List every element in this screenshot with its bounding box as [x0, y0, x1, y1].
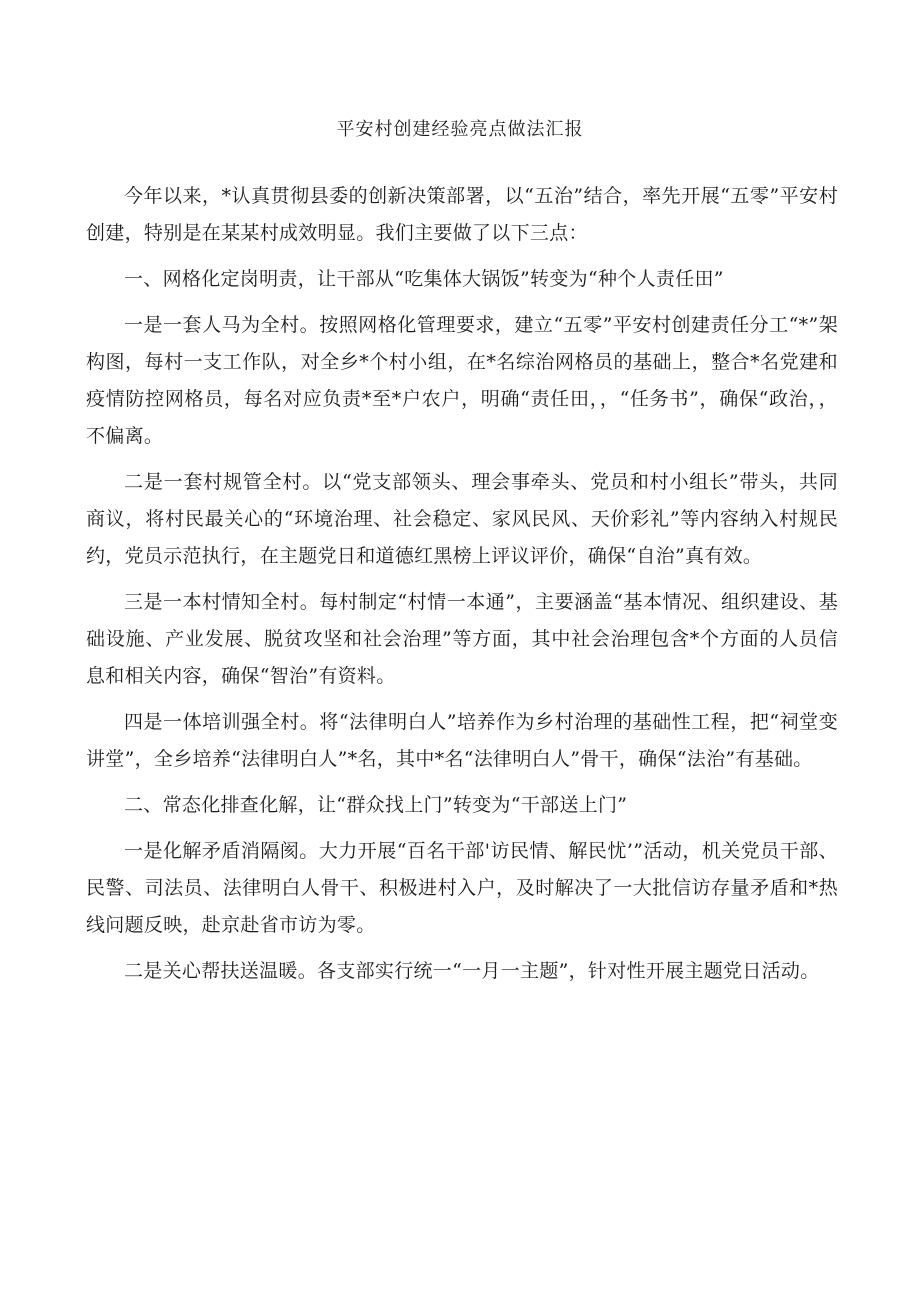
- body-paragraph: 二是一套村规管全村。以“党支部领头、理会事牵头、党员和村小组长”带头，共同商议，将村民最关心的“环境治理、社会稳定、家风民风、天价彩礼”等内容纳入村规民约，党员示范执行，在主题党日和道德红黑榜上评议评价，确保“自治”真有效。: [86, 471, 838, 567]
- body-paragraph: 二是关心帮扶送温暖。各支部实行统一“一月一主题”，针对性开展主题党日活动。: [124, 960, 820, 982]
- section-heading-2: 二、常态化排查化解，让“群众找上门”转变为“干部送上门”: [124, 794, 628, 816]
- document-body: [86, 178, 838, 999]
- body-paragraph: 一是化解矛盾消隔阂。大力开展“百名干部'访民情、解民忧’”活动，机关党员干部、民警、司法员、法律明白人骨干、积极进村入户，及时解决了一大批信访存量矛盾和*热线问题反映，赴京赴省市访为零。: [86, 840, 838, 936]
- body-paragraph: 四是一体培训强全村。将“法律明白人”培养作为乡村治理的基础性工程，把“祠堂变讲堂”，全乡培养“法律明白人”*名，其中*名“法律明白人”骨干，确保“法治”有基础。: [86, 711, 838, 770]
- section-heading-1: 一、网格化定岗明责，让干部从“吃集体大锅饭”转变为“种个人责任田”: [124, 268, 724, 290]
- intro-paragraph: 今年以来，*认真贯彻县委的创新决策部署，以“五治”结合，率先开展“五零”平安村创建，特别是在某某村成效明显。我们主要做了以下三点：: [86, 185, 838, 244]
- body-paragraph: 一是一套人马为全村。按照网格化管理要求，建立“五零”平安村创建责任分工“*”架构图，每村一支工作队，对全乡*个村小组，在*名综治网格员的基础上，整合*名党建和疫情防控网格员，每名对应负责*至*户农户，明确“责任田，，“任务书”，确保“政治，，不偏离。: [86, 314, 838, 447]
- document-title: 平安村创建经验亮点做法汇报: [336, 119, 584, 140]
- body-paragraph: 三是一本村情知全村。每村制定“村情一本通”，主要涵盖“基本情况、组织建设、基础设施、产业发展、脱贫攻坚和社会治理”等方面，其中社会治理包含*个方面的人员信息和相关内容，确保“智治”有资料。: [86, 591, 838, 687]
